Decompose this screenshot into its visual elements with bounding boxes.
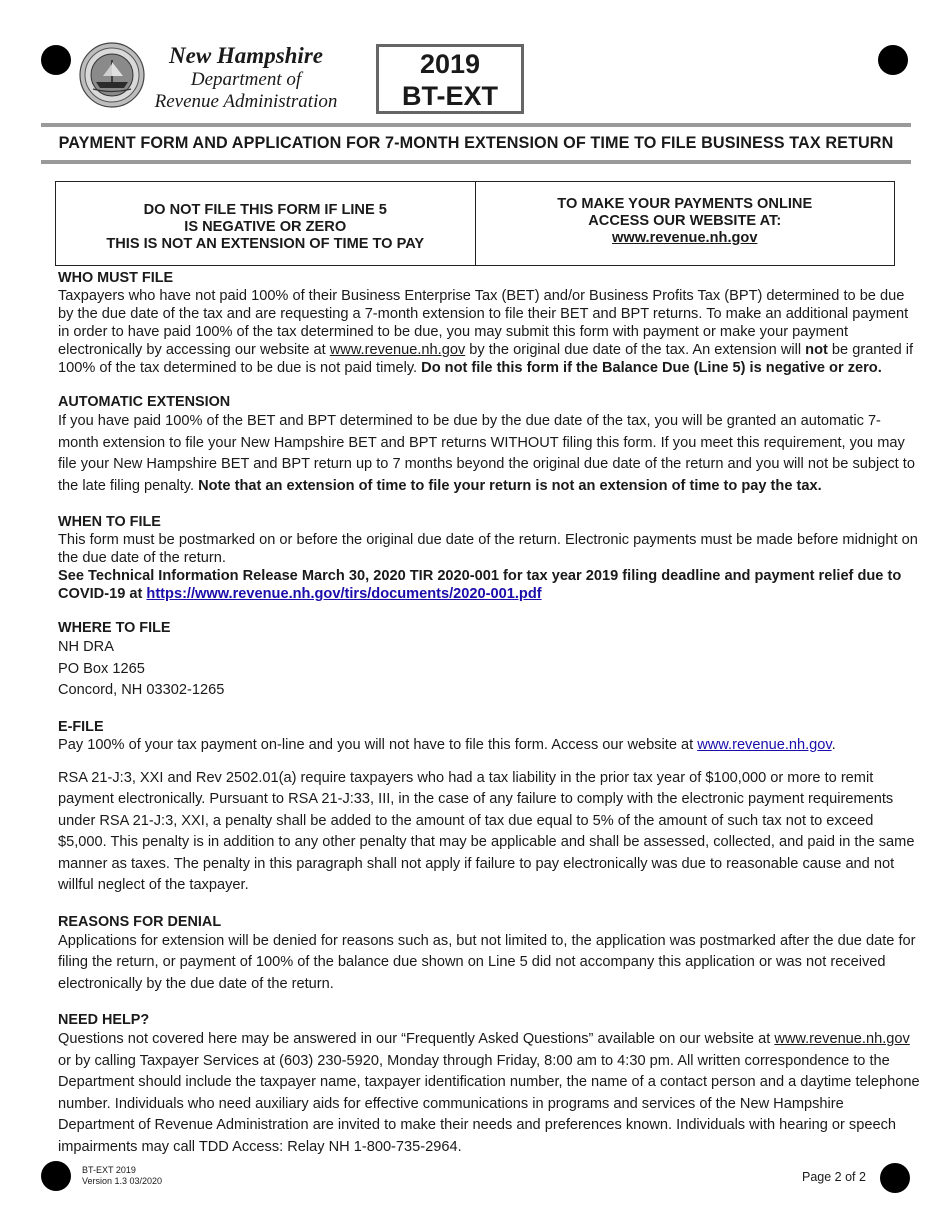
notice-warning-line1: DO NOT FILE THIS FORM IF LINE 5 [143, 202, 387, 218]
registration-mark-top-right [878, 45, 908, 75]
section-efile [58, 718, 920, 897]
form-code: BT-EXT [401, 81, 498, 111]
notice-website-link[interactable]: www.revenue.nh.gov [612, 230, 758, 246]
section-heading: AUTOMATIC EXTENSION [58, 394, 231, 410]
section-heading: E-FILE [58, 718, 104, 735]
section-text: Questions not covered here may be answered in our “Frequently Asked Questions” available on our website at www.revenue.nh.gov or by calling Taxpayer Services at (603) 230-5920, Monday through Friday, 8:00 am to 4:30 pm. All written correspondence to the Department should include the taxpayer name, taxpayer identification number, the name of a contact person and a daytime telephone number. Individuals who need auxiliary aids for effective communications in programs and services of the New Hampshire Department of Revenue Administration are invited to make their needs and preferences known. Individuals with hearing or speech impairments may call TDD Access: Relay NH 1-800-735-2964. [58, 1031, 920, 1155]
section-who-must-file [58, 269, 920, 377]
website-link[interactable]: www.revenue.nh.gov [329, 342, 466, 358]
page-number: Page 2 of 2 [802, 1170, 866, 1184]
notice-online-payments [476, 182, 895, 265]
agency-name: New Hampshire [169, 43, 323, 68]
title-rule-bottom [41, 160, 911, 164]
state-seal-icon [79, 42, 145, 108]
section-where-to-file [58, 619, 920, 702]
tir-link[interactable]: https://www.revenue.nh.gov/tirs/documents/2020-001.pdf [146, 586, 542, 602]
section-text: This form must be postmarked on or before the original due date of the return. Electronic payments must be made before midnight on the due date of the return. [58, 532, 918, 566]
footer-form-id: BT-EXT 2019 [82, 1165, 136, 1175]
notice-warning-line3: THIS IS NOT AN EXTENSION OF TIME TO PAY [106, 236, 425, 252]
agency-name-block [140, 44, 352, 113]
section-need-help [58, 1011, 920, 1158]
section-heading: REASONS FOR DENIAL [58, 913, 222, 930]
agency-department: Department of [190, 69, 302, 90]
footer-version-text: Version 1.3 03/2020 [82, 1176, 163, 1186]
section-heading: WHO MUST FILE [58, 270, 174, 286]
page-title: PAYMENT FORM AND APPLICATION FOR 7-MONTH EXTENSION OF TIME TO FILE BUSINESS TAX RETURN [58, 134, 894, 152]
section-text: Applications for extension will be denied for reasons such as, but not limited to, the application was postmarked after the due date for filing the return, or payment of 100% of the balance due shown on Line 5 did not accompany this application or was not received electronically by the due date of the return. [58, 932, 916, 992]
footer-version [82, 1165, 162, 1187]
title-rule-top [41, 123, 911, 127]
section-heading: WHERE TO FILE [58, 620, 171, 636]
section-text: If you have paid 100% of the BET and BPT determined to be due by the due date of the tax, you will be granted an automatic 7-month extension to file your New Hampshire BET and BPT returns WITHOUT filing this form. If you meet this requirement, you may file your New Hampshire BET and BPT return up to 7 months beyond the original due date of the return and you will not be subject to the late filing penalty. Note that an extension of time to file your return is not an extension of time to pay the tax. [58, 413, 915, 494]
rsa-paragraph: RSA 21-J:3, XXI and Rev 2502.01(a) require taxpayers who had a tax liability in the prior tax year of $100,000 or more to remit payment electronically. Pursuant to RSA 21-J:33, III, in the case of any failure to comply with the electronic payment requirements under RSA 21-J:3, XXI, a penalty shall be added to the amount of tax due equal to 5% of the amount of such tax not to exceed $5,000. This penalty is in addition to any other penalty that may be applicable and shall be assessed, collected, and paid in the same manner as taxes. The penalty in this paragraph shall not apply if failure to pay electronically was due to reasonable cause and not willful neglect of the taxpayer. [58, 769, 915, 893]
section-text: Pay 100% of your tax payment on-line and you will not have to file this form. Access our website at www.revenue.nh.gov. [58, 736, 836, 753]
notice-box [55, 181, 895, 266]
instructions [58, 269, 920, 1174]
notice-warning [56, 182, 476, 265]
section-heading: NEED HELP? [58, 1012, 150, 1028]
registration-mark-top-left [41, 45, 71, 75]
section-text: Taxpayers who have not paid 100% of their Business Enterprise Tax (BET) and/or Business Profits Tax (BPT) determined to be due by the due date of the tax and are requesting a 7-month extension to file their BET and BPT returns. To make an additional payment in order to have paid 100% of the tax determined to be due, you may submit this form with payment or make your payment electronically by accessing our website at www.revenue.nh.gov by the original due date of the tax. An extension will not be granted if 100% of the tax determined to be due is not paid timely. Do not file this form if the Balance Due (Line 5) is negative or zero. [58, 288, 914, 376]
agency-administration: Revenue Administration [154, 91, 338, 112]
form-year: 2019 [419, 49, 481, 79]
section-reasons-for-denial [58, 913, 920, 996]
section-heading: WHEN TO FILE [58, 514, 161, 530]
tir-notice: See Technical Information Release March 30, 2020 TIR 2020-001 for tax year 2019 filing deadline and payment relief due to COVID-19 at https://www.revenue.nh.gov/tirs/documents/2020-001.pdf [58, 568, 902, 602]
form-id-box [376, 44, 524, 114]
help-website-link[interactable]: www.revenue.nh.gov [774, 1031, 910, 1047]
efile-website-link[interactable]: www.revenue.nh.gov [697, 736, 832, 753]
notice-online-line2: ACCESS OUR WEBSITE AT: [588, 213, 782, 229]
section-when-to-file [58, 513, 920, 603]
mailing-address: NH DRA PO Box 1265 Concord, NH 03302-1265 [58, 639, 225, 698]
section-automatic-extension [58, 393, 920, 497]
notice-warning-line2: IS NEGATIVE OR ZERO [184, 219, 347, 235]
notice-online-line1: TO MAKE YOUR PAYMENTS ONLINE [557, 196, 813, 212]
